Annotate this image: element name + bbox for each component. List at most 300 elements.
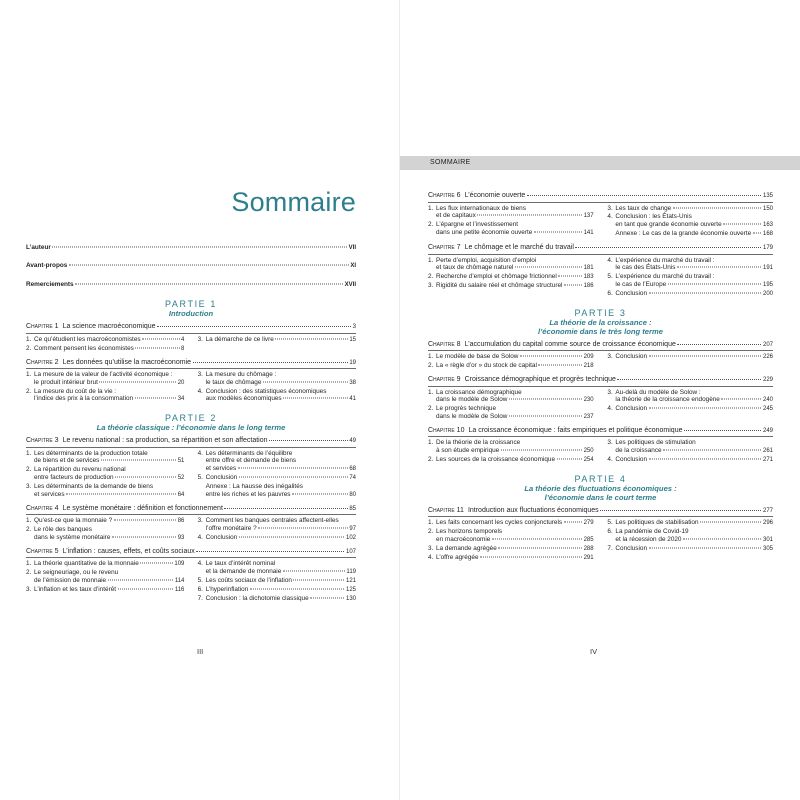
item-line-text: La mesure de la valeur de l’activité économique : [34,371,173,379]
item-line [34,336,184,345]
chapter-heading [26,548,356,559]
item-number: 3. [607,204,613,212]
left-toc [26,190,356,604]
item-page: 141 [583,229,594,236]
toc-item [26,336,184,345]
item-line-text: Les déterminants de l’équilibre [205,449,293,457]
item-text [615,353,773,362]
item-line [436,205,594,213]
toc-item [26,517,184,526]
item-line [206,474,356,483]
toc-item [607,290,773,299]
part-label: PARTIE 2 [165,413,217,424]
chapter-heading [428,192,773,203]
item-text [436,554,594,563]
chapter-page: 19 [349,359,356,366]
toc-item [607,213,773,229]
chapter-sections [428,353,773,371]
item-page: 271 [762,456,773,463]
toc-item [428,257,594,273]
item-line [34,450,184,458]
toc-item [26,483,184,499]
part-title: La théorie classique : l’économie dans le long terme [96,423,286,433]
item-line-text: Ce qu’étudient les macroéconomistes [34,335,141,343]
toc-item [428,282,594,291]
toc-item [607,545,773,554]
toc-item [428,528,594,544]
item-line-text: Conclusion [615,405,648,413]
right-chapters-top [428,192,773,299]
item-line-text: Conclusion : la dichotomie classique [205,594,309,602]
item-text [206,517,356,533]
chapter-title: Les données qu’utilise la macroéconomie [62,358,191,366]
part-label: PARTIE 3 [574,307,627,318]
item-line [34,466,184,474]
leader-dots [684,430,762,431]
item-page: 195 [762,281,773,288]
item-line-text: Le seigneuriage, ou le revenu [34,569,119,577]
part-heading [428,308,773,336]
leader-dots [196,551,344,552]
item-number: 1. [26,449,32,457]
item-line-text: entre offre et demande de biens [205,457,297,465]
item-page: 114 [174,577,185,584]
item-text [615,528,773,544]
item-page: 150 [762,205,773,212]
chapter-entry [428,341,773,371]
toc-item [428,439,594,455]
item-line [615,536,773,545]
sections-left-column [428,353,594,371]
item-line [206,577,356,586]
item-number: 3. [607,388,613,396]
item-line-text: Conclusion [205,473,238,481]
item-line [206,560,356,568]
leader-dots [69,265,349,266]
item-number: 4. [197,533,203,541]
item-text [615,519,773,528]
leader-dots [538,365,582,366]
item-line [436,362,594,371]
item-text [615,545,773,554]
leader-dots [564,285,582,286]
item-line-text: Les coûts sociaux de l’inflation [205,576,292,584]
leader-dots [263,381,348,382]
item-line [436,536,594,545]
leader-dots [673,207,762,208]
item-page: 240 [762,397,773,404]
item-line [206,465,356,474]
sections-left-column [428,389,594,422]
item-text [615,439,773,455]
sections-left-column [26,336,184,354]
item-line-text: Le rôle des banques [34,526,92,534]
item-line-text: L’épargne et l’investissement [436,221,519,229]
item-page: 121 [345,577,356,584]
sections-right-column [607,257,773,299]
item-text [206,586,356,595]
toc-item [428,205,594,221]
item-line [615,281,773,290]
item-page: 250 [583,447,594,454]
toc-item [607,528,773,544]
leader-dots [520,356,582,357]
item-line [436,257,594,265]
chapter-page: 229 [762,377,773,384]
toc-item [607,353,773,362]
item-line-text: l’indice des prix à la consommation [34,395,134,403]
chapter-page: 135 [762,193,773,199]
item-line [615,213,773,221]
leader-dots [723,224,761,225]
part-heading [428,474,773,502]
item-line-text: Recherche d’emploi et chômage frictionnel [436,273,557,281]
item-line [615,221,773,230]
item-line [206,371,356,379]
toc-item [198,534,356,543]
chapter-entry [26,505,356,543]
item-text [206,560,356,576]
front-matter-label: L’auteur [26,244,51,251]
toc-item [198,517,356,533]
item-line-text: La démarche de ce livre [205,335,274,343]
chapter-number: Chapitre 8 [428,340,461,348]
item-line-text: aux modèles économiques [205,395,282,403]
item-line [206,586,356,595]
item-text [615,213,773,229]
item-line-text: dans le modèle de Solow [436,396,508,404]
chapter-entry [26,548,356,604]
item-line-text: Qu’est-ce que la monnaie ? [34,517,113,525]
item-line-text: Les politiques de stimulation [615,439,696,447]
item-line [615,205,773,214]
item-line [34,388,184,396]
item-line [206,395,356,404]
item-page: 245 [762,406,773,413]
chapter-title: La croissance économique : faits empiriques et politique économique [468,426,683,434]
leader-dots [600,510,761,511]
toc-item [428,221,594,237]
chapter-title: L’inflation : causes, effets, et coûts sociaux [62,547,195,555]
item-line-text: dans une petite économie ouverte [436,228,533,236]
front-matter-entry [26,262,356,271]
item-text [34,466,184,482]
item-page: 191 [762,265,773,272]
chapter-heading [26,359,356,370]
item-line [436,554,594,563]
chapter-sections [428,257,773,299]
item-line [615,447,773,456]
item-line-text: de la croissance [615,446,662,454]
sections-left-column [428,257,594,299]
item-line-text: Les taux de change [615,204,672,212]
item-line-text: La mesure du coût de la vie : [34,387,117,395]
item-line-text: et la récession de 2020 [615,535,682,543]
leader-dots [310,597,344,598]
item-line [436,447,594,456]
item-number: 4. [607,256,613,264]
item-page: 93 [177,534,185,541]
toc-item [428,554,594,563]
chapter-page: 207 [762,341,773,348]
toc-item [198,371,356,387]
front-matter [26,244,356,289]
chapter-sections [26,517,356,543]
leader-dots [534,231,582,232]
item-line [34,517,184,526]
item-number: 2. [428,405,434,413]
chapter-entry [26,437,356,499]
sections-right-column [198,560,356,604]
item-line-text: Le taux d’intérêt nominal [205,560,276,568]
toc-item [607,456,773,465]
toc-item [26,345,184,354]
item-line-text: La demande agrégée [436,544,497,552]
item-line-text: La théorie quantitative de la monnaie [34,560,139,568]
item-text [615,389,773,405]
item-line [436,221,594,229]
item-line [436,519,594,528]
part-title: l’économie dans le très long terme [538,326,663,336]
item-text [206,336,356,345]
item-text [615,405,773,414]
item-page: 285 [583,536,594,543]
item-line-text: Les déterminants de la production totale [34,449,148,457]
item-text [436,282,594,291]
leader-dots [683,538,761,539]
item-page: 218 [583,363,594,370]
item-line [436,545,594,554]
item-number: 1. [26,560,32,568]
toc-item [198,595,356,604]
toc-item [607,439,773,455]
sections-right-column [607,389,773,422]
item-text [436,353,594,362]
toc-item [607,389,773,405]
item-line [436,389,594,397]
leader-dots [269,440,348,441]
toc-item [607,230,773,239]
chapter-entry [428,507,773,563]
part-label: PARTIE 4 [574,473,627,484]
chapter-number: Chapitre 4 [26,504,59,512]
leader-dots [477,215,582,216]
item-number: 2. [428,273,434,281]
toc-item [428,362,594,371]
item-line-text: la théorie de la croissance endogène [615,396,720,404]
chapter-heading [428,244,773,255]
item-line [615,273,773,281]
item-line-text: l’offre monétaire ? [205,524,257,532]
toc-item [198,577,356,586]
item-text [206,595,356,604]
chapter-number: Chapitre 5 [26,547,59,555]
toc-item [428,273,594,282]
item-line [615,257,773,265]
sections-right-column [607,205,773,240]
item-page: 181 [583,265,594,272]
toc-item [198,388,356,404]
sections-right-column [607,353,773,371]
page-title: Sommaire [231,187,356,217]
sections-right-column [607,439,773,465]
chapter-entry [26,359,356,405]
leader-dots [575,247,761,248]
item-page: 305 [762,545,773,552]
chapter-page: 3 [352,324,356,331]
sections-left-column [26,560,184,604]
item-line [34,577,184,586]
leader-dots [101,460,176,461]
item-line-text: Conclusion [205,533,238,541]
chapter-entry [26,323,356,353]
leader-dots [492,538,582,539]
item-line [615,439,773,447]
item-number: 2. [428,221,434,229]
item-page: 200 [762,290,773,297]
item-line-text: Les faits concernant les cycles conjoncturels [436,519,563,527]
leader-dots [501,449,582,450]
item-number: 1. [428,388,434,396]
front-matter-page: XVII [344,281,356,288]
leader-dots [142,338,179,339]
item-text [34,526,184,542]
chapter-sections [428,439,773,465]
item-text [436,405,594,421]
item-line-text: Les politiques de stabilisation [615,519,699,527]
item-text [436,362,594,371]
leader-dots [515,267,582,268]
item-number: 1. [428,256,434,264]
leader-dots [99,381,176,382]
item-line [436,456,594,465]
leader-dots [617,379,761,380]
toc-item [26,526,184,542]
item-page: 261 [762,447,773,454]
leader-dots [239,536,345,537]
leader-dots [700,522,761,523]
leader-dots [677,267,762,268]
item-text [34,450,184,466]
chapter-number: Chapitre 10 [428,426,465,434]
toc-item [26,388,184,404]
leader-dots [108,579,174,580]
chapter-page: 249 [762,427,773,434]
item-page: 186 [583,283,594,290]
item-number: 6. [197,585,203,593]
chapter-entry [428,244,773,299]
item-page: 130 [345,595,356,602]
part-label: PARTIE 1 [165,299,217,310]
part-title: La théorie des fluctuations économiques : [524,483,677,493]
item-line-text: De la théorie de la croissance [436,439,521,447]
leader-dots [663,449,761,450]
page-number: IV [590,647,598,656]
item-line-text: entre facteurs de production [34,473,114,481]
item-text [436,545,594,554]
item-line-text: La croissance démographique [436,388,522,396]
item-line [206,483,356,491]
sections-right-column [198,336,356,354]
item-text [615,273,773,289]
item-number: 2. [428,528,434,536]
item-line [34,491,184,500]
item-number: 3. [197,517,203,525]
leader-dots [557,458,583,459]
item-text [34,371,184,387]
leader-dots [224,508,347,509]
item-line [206,379,356,388]
item-page: 86 [177,518,185,525]
toc-item [607,257,773,273]
item-line-text: Les horizons temporels [436,528,503,536]
item-line [615,545,773,554]
item-text [615,257,773,273]
chapter-sections [428,205,773,240]
item-text [206,371,356,387]
leader-dots [292,493,348,494]
item-line-text: Les déterminants de la demande de biens [34,482,154,490]
chapter-page: 277 [762,507,773,514]
item-number: 3. [26,585,32,593]
sections-right-column [198,371,356,404]
front-matter-label: Avant-propos [26,262,68,270]
item-number: 4. [197,560,203,568]
part-heading [26,413,356,432]
toc-item [198,450,356,474]
item-line-text: en tant que grande économie ouverte [615,221,722,229]
item-line [206,595,356,604]
item-number: 2. [26,344,32,352]
item-number: 4. [197,449,203,457]
item-number: 3. [197,335,203,343]
chapter-heading [428,376,773,387]
leader-dots [52,247,347,248]
item-page: 51 [177,458,185,465]
item-line-text: L’offre agrégée [436,553,479,561]
chapter-sections [26,336,356,354]
item-line-text: Annexe : La hausse des inégalités [205,482,303,490]
item-text [615,290,773,299]
item-line-text: le cas de l’Europe [615,280,667,288]
item-line [615,389,773,397]
item-page: 64 [177,491,185,498]
part-title: La théorie de la croissance : [549,317,652,327]
item-line [34,569,184,577]
toc-item [26,586,184,595]
item-line-text: Conclusion [615,544,648,552]
item-line-text: Les flux internationaux de biens [436,204,526,212]
item-line [436,264,594,273]
item-line [34,483,184,491]
right-page [400,0,800,800]
leader-dots [283,398,348,399]
chapter-number: Chapitre 2 [26,358,59,366]
item-page: 41 [349,396,356,403]
item-page: 183 [583,274,594,281]
item-number: 1. [428,439,434,447]
item-line-text: dans le système monétaire [34,533,111,541]
item-line-text: le taux de chômage [205,378,262,386]
leader-dots [564,522,582,523]
leader-dots [649,547,762,548]
leader-dots [293,579,344,580]
item-line-text: Conclusion [615,289,648,297]
item-page: 137 [583,213,594,220]
item-line-text: La mesure du chômage : [205,371,277,379]
item-line [34,526,184,534]
item-line [436,353,594,362]
